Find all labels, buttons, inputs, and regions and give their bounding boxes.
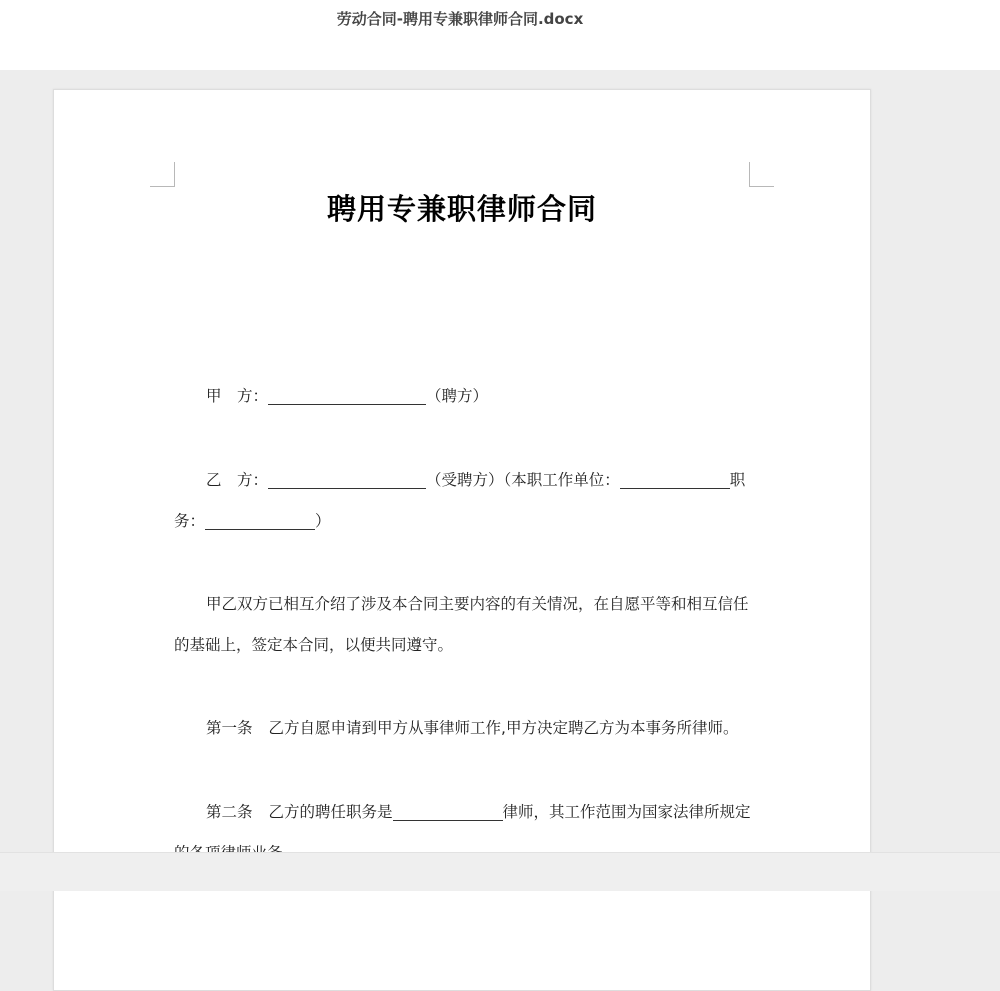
employer-blank xyxy=(620,468,730,489)
article-2-text-before: 乙方的聘任职务是 xyxy=(268,803,393,821)
party-a-label: 甲 方： xyxy=(206,387,269,405)
title-bar xyxy=(0,0,1000,70)
post-blank xyxy=(205,509,315,530)
post-label: 职务： xyxy=(174,471,746,530)
document-filename: 劳动合同-聘用专兼职律师合同.docx xyxy=(336,10,584,28)
margin-corner-top-left xyxy=(150,162,175,187)
document-viewer[interactable] xyxy=(0,70,1000,852)
party-a-suffix: （聘方） xyxy=(426,387,489,405)
article-1-text: 乙方自愿申请到甲方从事律师工作,甲方决定聘乙方为本事务所律师。 xyxy=(268,719,739,737)
party-a-line xyxy=(174,376,754,417)
party-b-line xyxy=(174,460,754,542)
article-2-number: 第二条 xyxy=(206,803,253,821)
article-1-number: 第一条 xyxy=(206,719,253,737)
party-b-suffix: （受聘方）（本职工作单位： xyxy=(426,471,620,489)
party-a-blank xyxy=(268,384,426,405)
party-b-label: 乙 方： xyxy=(206,471,269,489)
intro-paragraph: 甲乙双方已相互介绍了涉及本合同主要内容的有关情况，在自愿平等和相互信任的基础上，签定本合同，以便共同遵守。 xyxy=(174,595,749,654)
bottom-bar xyxy=(0,852,1000,891)
article-1 xyxy=(174,708,754,749)
article-2-blank xyxy=(393,800,503,821)
article-2-text-after: 律师，其工作范围为国家法律所规定 xyxy=(502,803,751,821)
document-title: 聘用专兼职律师合同 xyxy=(326,192,597,226)
margin-corner-top-right xyxy=(749,162,774,187)
party-b-blank xyxy=(268,468,426,489)
party-b-close: ） xyxy=(315,512,331,530)
